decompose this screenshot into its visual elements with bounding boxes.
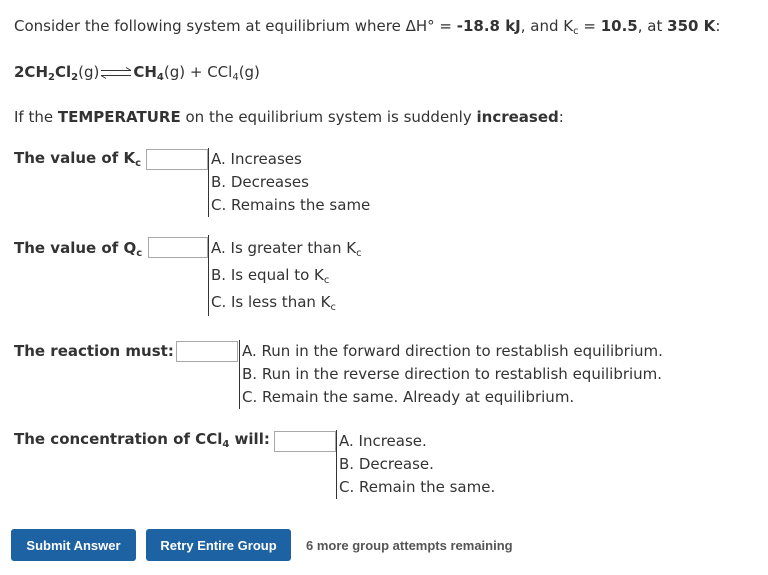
- answer-input-qc[interactable]: [148, 237, 208, 258]
- colon-text: :: [715, 17, 721, 35]
- option-c: C. Remain the same.: [339, 478, 496, 496]
- answer-input-kc[interactable]: [146, 149, 208, 170]
- option-a-text: A. Is greater than K: [211, 239, 357, 257]
- intro-text: Consider the following system at equilibrium where ΔH° =: [14, 17, 457, 35]
- option-a: [211, 235, 362, 262]
- option-a: A. Increases: [211, 150, 302, 168]
- option-b-sub: c: [323, 275, 330, 286]
- reaction-equation: [14, 63, 260, 81]
- option-b: B. Decrease.: [339, 455, 434, 473]
- reactant-text: 2CH: [14, 63, 48, 81]
- at-text: , at: [637, 17, 668, 35]
- product1-sub: 4: [156, 72, 164, 83]
- q1-label-text: The value of K: [14, 149, 136, 167]
- temperature-value: 350 K: [667, 17, 716, 35]
- condition-middle: on the equilibrium system is suddenly: [180, 108, 477, 126]
- product2-sub: 4: [232, 72, 239, 83]
- options-qc: [208, 235, 362, 316]
- option-a: A. Run in the forward direction to restablish equilibrium.: [242, 342, 663, 360]
- reactant-sub1: 2: [48, 72, 55, 83]
- option-c: C. Remains the same: [211, 196, 371, 214]
- delta-h-value: -18.8 kJ: [456, 17, 521, 35]
- reactant-cl: Cl: [54, 63, 72, 81]
- q4-label-suffix: will:: [229, 430, 270, 448]
- q1-label-sub: c: [135, 158, 142, 169]
- kc-text: , and K: [520, 17, 574, 35]
- option-c: C. Remain the same. Already at equilibrium.: [242, 388, 575, 406]
- option-b: B. Decreases: [211, 173, 309, 191]
- equals-text: =: [578, 17, 601, 35]
- option-c: [211, 289, 362, 316]
- q4-label-text: The concentration of CCl: [14, 430, 223, 448]
- question-kc-label: [14, 149, 141, 167]
- option-b: B. Run in the reverse direction to restablish equilibrium.: [242, 365, 663, 383]
- reactant-state: (g): [78, 63, 100, 81]
- option-a-sub: c: [356, 248, 362, 259]
- condition-increased: increased: [476, 108, 559, 126]
- product2-state: (g): [238, 63, 260, 81]
- equilibrium-arrow-icon: [100, 67, 132, 79]
- option-b-text: B. Is equal to K: [211, 266, 324, 284]
- answer-input-ccl4[interactable]: [274, 431, 336, 452]
- q2-label-text: The value of Q: [14, 239, 137, 257]
- options-kc: [208, 148, 370, 217]
- retry-entire-group-button[interactable]: Retry Entire Group: [146, 529, 291, 561]
- submit-answer-button[interactable]: Submit Answer: [11, 529, 136, 561]
- option-c-sub: c: [330, 302, 337, 313]
- reactant-sub2: 2: [71, 72, 79, 83]
- question-reaction-label: The reaction must:: [14, 342, 174, 360]
- options-reaction: [239, 340, 663, 409]
- condition-temperature: TEMPERATURE: [57, 108, 181, 126]
- condition-text: [14, 108, 564, 126]
- option-c-text: C. Is less than K: [211, 293, 331, 311]
- answer-input-reaction[interactable]: [176, 341, 238, 362]
- option-b: [211, 262, 362, 289]
- kc-value: 10.5: [600, 17, 638, 35]
- condition-suffix: :: [558, 108, 564, 126]
- question-qc-label: [14, 239, 142, 257]
- kc-subscript: c: [573, 26, 579, 37]
- q4-label-sub: 4: [222, 439, 230, 450]
- option-a: A. Increase.: [339, 432, 427, 450]
- product1-state: (g) + CCl: [163, 63, 233, 81]
- q2-label-sub: c: [136, 248, 143, 259]
- options-ccl4: [336, 430, 495, 499]
- problem-statement: [14, 17, 720, 35]
- product1-text: CH: [133, 63, 157, 81]
- question-ccl4-label: [14, 430, 270, 448]
- attempts-remaining-text: 6 more group attempts remaining: [306, 538, 513, 553]
- condition-prefix: If the: [14, 108, 58, 126]
